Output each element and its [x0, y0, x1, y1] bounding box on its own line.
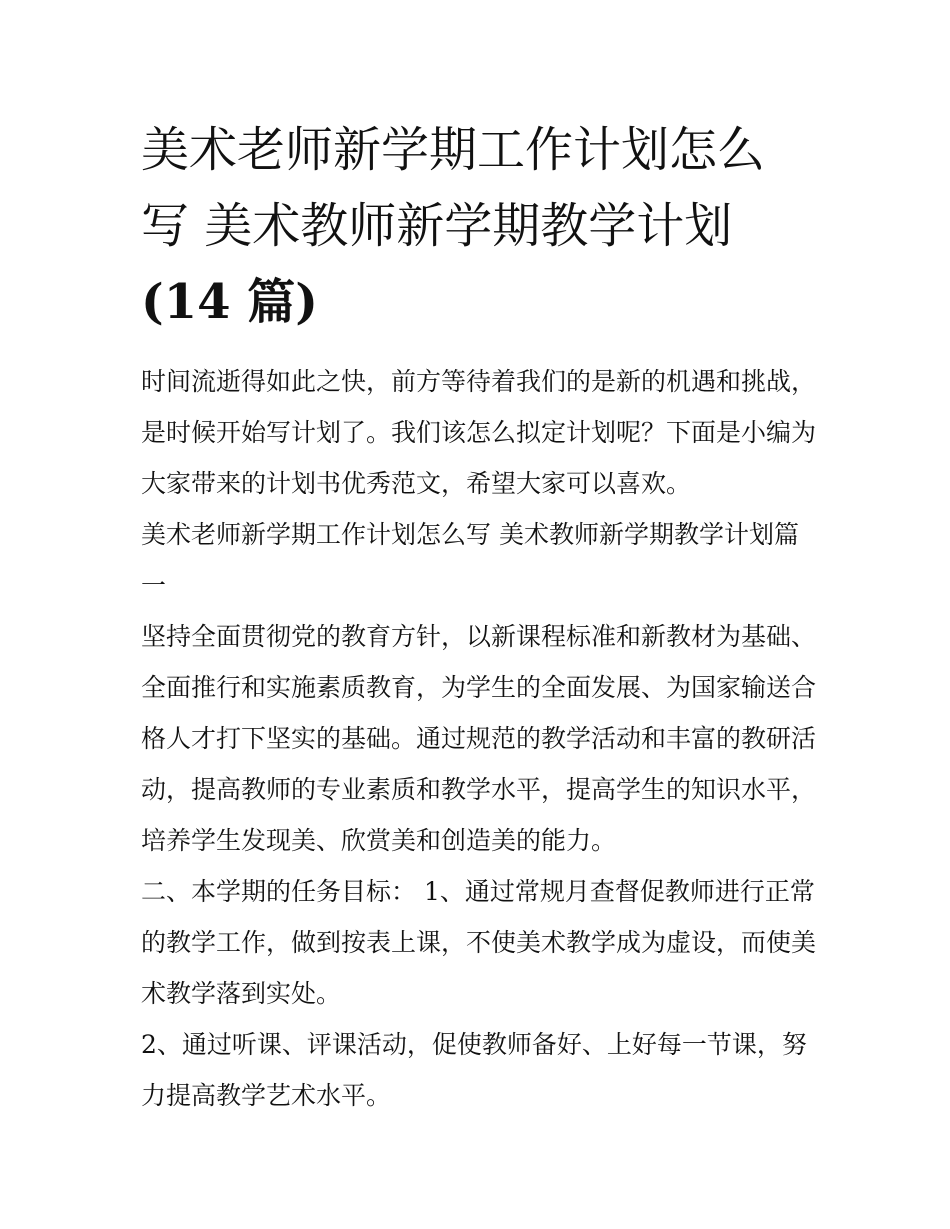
title-line: 美术老师新学期工作计划怎么	[141, 122, 766, 178]
paragraph-line: 二、本学期的任务目标： 1、通过常规月查督促教师进行正常	[141, 877, 815, 906]
title-line: 写 美术教师新学期教学计划	[141, 198, 733, 254]
paragraph-line: 力提高教学艺术水平。	[141, 1081, 392, 1110]
paragraph-line: 培养学生发现美、欣赏美和创造美的能力。	[141, 826, 617, 855]
document-page	[141, 112, 816, 1121]
paragraph-line: 的教学工作，做到按表上课，不使美术教学成为虚设，而使美	[141, 928, 817, 957]
paragraph-line: 全面推行和实施素质教育，为学生的全面发展、为国家输送合	[141, 673, 817, 702]
section-heading	[141, 509, 816, 611]
paragraph-line: 一	[141, 571, 167, 600]
body-paragraph	[141, 1019, 816, 1121]
paragraph-line: 美术老师新学期工作计划怎么写 美术教师新学期教学计划篇	[141, 520, 799, 549]
paragraph-line: 时间流逝得如此之快，前方等待着我们的是新的机遇和挑战，	[141, 367, 817, 396]
body-paragraph	[141, 611, 816, 866]
paragraph-line: 格人才打下坚实的基础。通过规范的教学活动和丰富的教研活	[141, 724, 817, 753]
paragraph-line: 动，提高教师的专业素质和教学水平，提高学生的知识水平，	[141, 775, 817, 804]
paragraph-line: 坚持全面贯彻党的教育方针，以新课程标准和新教材为基础、	[141, 622, 817, 651]
paragraph-line: 2、通过听课、评课活动，促使教师备好、上好每一节课，努	[141, 1030, 807, 1059]
paragraph-line: 是时候开始写计划了。我们该怎么拟定计划呢？下面是小编为	[141, 418, 817, 447]
document-title	[141, 112, 816, 340]
paragraph-line: 大家带来的计划书优秀范文，希望大家可以喜欢。	[141, 469, 692, 498]
body-paragraph	[141, 866, 816, 1019]
intro-paragraph	[141, 356, 816, 509]
paragraph-line: 术教学落到实处。	[141, 979, 342, 1008]
title-line: (14 篇)	[141, 274, 318, 330]
